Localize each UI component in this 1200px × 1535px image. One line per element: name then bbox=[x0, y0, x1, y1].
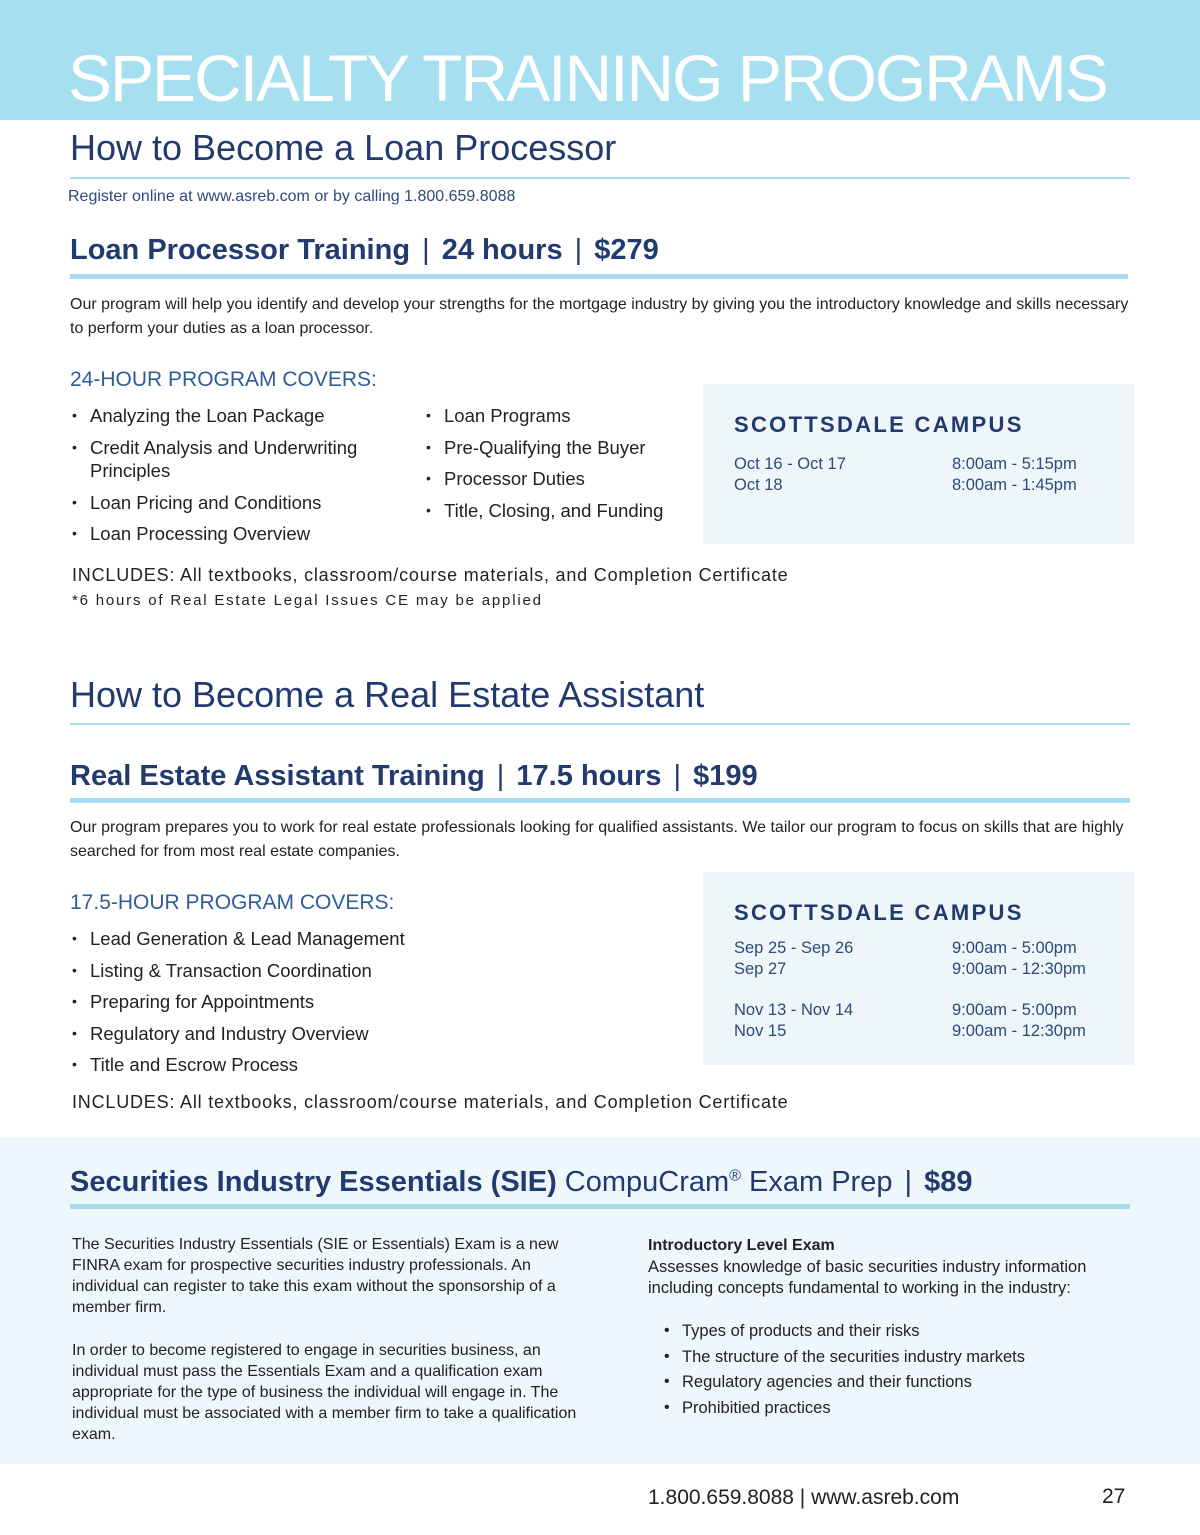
campus-title: SCOTTSDALE CAMPUS bbox=[734, 900, 1024, 925]
list-item: • The structure of the securities industry markets bbox=[662, 1345, 1025, 1371]
schedule-time: 8:00am - 1:45pm bbox=[952, 476, 1077, 494]
course-price: $89 bbox=[924, 1166, 973, 1198]
covers-heading: 24-HOUR PROGRAM COVERS: bbox=[70, 368, 377, 391]
sie-title-brand: CompuCram bbox=[564, 1166, 730, 1198]
list-item: • Lead Generation & Lead Management bbox=[70, 927, 470, 951]
course-description: Our program will help you identify and develop your strengths for the mortgage industry by giving you the introductory knowledge and skills necessary to perform your duties as a loan processor. bbox=[70, 296, 1129, 337]
list-item: • Preparing for Appointments bbox=[70, 990, 470, 1014]
list-item: • Pre-Qualifying the Buyer bbox=[424, 436, 704, 460]
register-info: Register online at www.asreb.com or by calling 1.800.659.8088 bbox=[68, 188, 516, 205]
section-heading-loan-processor: How to Become a Loan Processor bbox=[70, 127, 617, 168]
page-title: SPECIALTY TRAINING PROGRAMS bbox=[68, 41, 1107, 115]
separator: | bbox=[673, 760, 682, 792]
schedule-time: 9:00am - 12:30pm bbox=[952, 960, 1086, 978]
separator: | bbox=[574, 234, 583, 266]
footnote: *6 hours of Real Estate Legal Issues CE may be applied bbox=[72, 592, 543, 609]
divider bbox=[70, 723, 1130, 725]
course-title-sie bbox=[70, 1166, 973, 1199]
topic-list-col2 bbox=[424, 404, 704, 522]
schedule-time: 9:00am - 5:00pm bbox=[952, 1001, 1077, 1019]
schedule-time: 9:00am - 5:00pm bbox=[952, 939, 1077, 957]
list-item: • Credit Analysis and Underwriting Principles bbox=[70, 436, 400, 483]
list-item: • Title and Escrow Process bbox=[70, 1053, 470, 1077]
list-item: • Title, Closing, and Funding bbox=[424, 499, 704, 523]
separator: | bbox=[904, 1166, 913, 1198]
includes-text: INCLUDES: All textbooks, classroom/course materials, and Completion Certificate bbox=[72, 565, 789, 585]
course-price: $279 bbox=[594, 234, 659, 266]
campus-title: SCOTTSDALE CAMPUS bbox=[734, 412, 1024, 437]
campus-schedule-box bbox=[703, 872, 1134, 1065]
campus-schedule-box bbox=[703, 384, 1134, 544]
course-title-real-estate-assistant bbox=[70, 760, 758, 793]
schedule-dates: Sep 25 - Sep 26 bbox=[734, 939, 854, 957]
list-item: • Loan Pricing and Conditions bbox=[70, 491, 400, 515]
covers-heading: 17.5-HOUR PROGRAM COVERS: bbox=[70, 891, 395, 914]
course-name: Real Estate Assistant Training bbox=[70, 760, 485, 792]
course-hours: 24 hours bbox=[441, 234, 563, 266]
schedule-dates: Oct 18 bbox=[734, 476, 783, 494]
schedule-dates: Nov 13 - Nov 14 bbox=[734, 1001, 854, 1019]
sie-sub-text: Assesses knowledge of basic securities industry information including concepts fundamental to working in the industry: bbox=[648, 1258, 1087, 1297]
list-item: • Regulatory and Industry Overview bbox=[70, 1022, 470, 1046]
sie-title-bold: Securities Industry Essentials (SIE) bbox=[70, 1166, 557, 1198]
footer-contact: 1.800.659.8088 | www.asreb.com bbox=[648, 1486, 960, 1509]
course-title-loan-processor bbox=[70, 234, 659, 267]
top-banner bbox=[0, 0, 1200, 120]
includes-text: INCLUDES: All textbooks, classroom/course materials, and Completion Certificate bbox=[72, 1092, 789, 1112]
course-hours: 17.5 hours bbox=[516, 760, 662, 792]
divider bbox=[70, 274, 1128, 279]
course-description: Our program prepares you to work for real estate professionals looking for qualified assistants. We tailor our program to focus on skills that are highly searched for from most real estate companies. bbox=[70, 819, 1124, 860]
sie-subheading: Introductory Level Exam bbox=[648, 1237, 835, 1254]
list-item: • Prohibitied practices bbox=[662, 1396, 1025, 1422]
schedule-time: 8:00am - 5:15pm bbox=[952, 455, 1077, 473]
list-item: • Listing & Transaction Coordination bbox=[70, 959, 470, 983]
schedule-time: 9:00am - 12:30pm bbox=[952, 1022, 1086, 1040]
list-item: • Regulatory agencies and their functions bbox=[662, 1370, 1025, 1396]
divider bbox=[70, 1204, 1130, 1209]
topic-list-col1 bbox=[70, 404, 400, 546]
list-item: • Types of products and their risks bbox=[662, 1319, 1025, 1345]
sie-paragraph-1: The Securities Industry Essentials (SIE or Essentials) Exam is a new FINRA exam for prospective securities industry professionals. An individual can register to take this exam without the sponsorship of a member firm. bbox=[72, 1236, 559, 1316]
list-item: • Analyzing the Loan Package bbox=[70, 404, 400, 428]
list-item: • Loan Processing Overview bbox=[70, 522, 400, 546]
list-item: • Loan Programs bbox=[424, 404, 704, 428]
list-item: • Processor Duties bbox=[424, 467, 704, 491]
sie-bullet-list bbox=[662, 1319, 1025, 1421]
section-heading-real-estate-assistant: How to Become a Real Estate Assistant bbox=[70, 674, 705, 715]
schedule-dates: Oct 16 - Oct 17 bbox=[734, 455, 846, 473]
topic-list bbox=[70, 927, 470, 1077]
separator: | bbox=[496, 760, 505, 792]
course-name: Loan Processor Training bbox=[70, 234, 411, 266]
schedule-dates: Sep 27 bbox=[734, 960, 787, 978]
divider bbox=[70, 798, 1130, 803]
sie-title-suffix: Exam Prep bbox=[749, 1166, 893, 1198]
schedule-dates: Nov 15 bbox=[734, 1022, 787, 1040]
divider bbox=[70, 177, 1130, 179]
sie-paragraph-2: In order to become registered to engage in securities business, an individual must pass the Essentials Exam and a qualification exam appropriate for the type of business the individual will engage in. The individual must be associated with a member firm to take a qualification exam. bbox=[72, 1342, 577, 1443]
registered-mark: ® bbox=[729, 1167, 741, 1185]
page-number: 27 bbox=[1102, 1485, 1126, 1508]
course-price: $199 bbox=[693, 760, 758, 792]
separator: | bbox=[422, 234, 430, 266]
